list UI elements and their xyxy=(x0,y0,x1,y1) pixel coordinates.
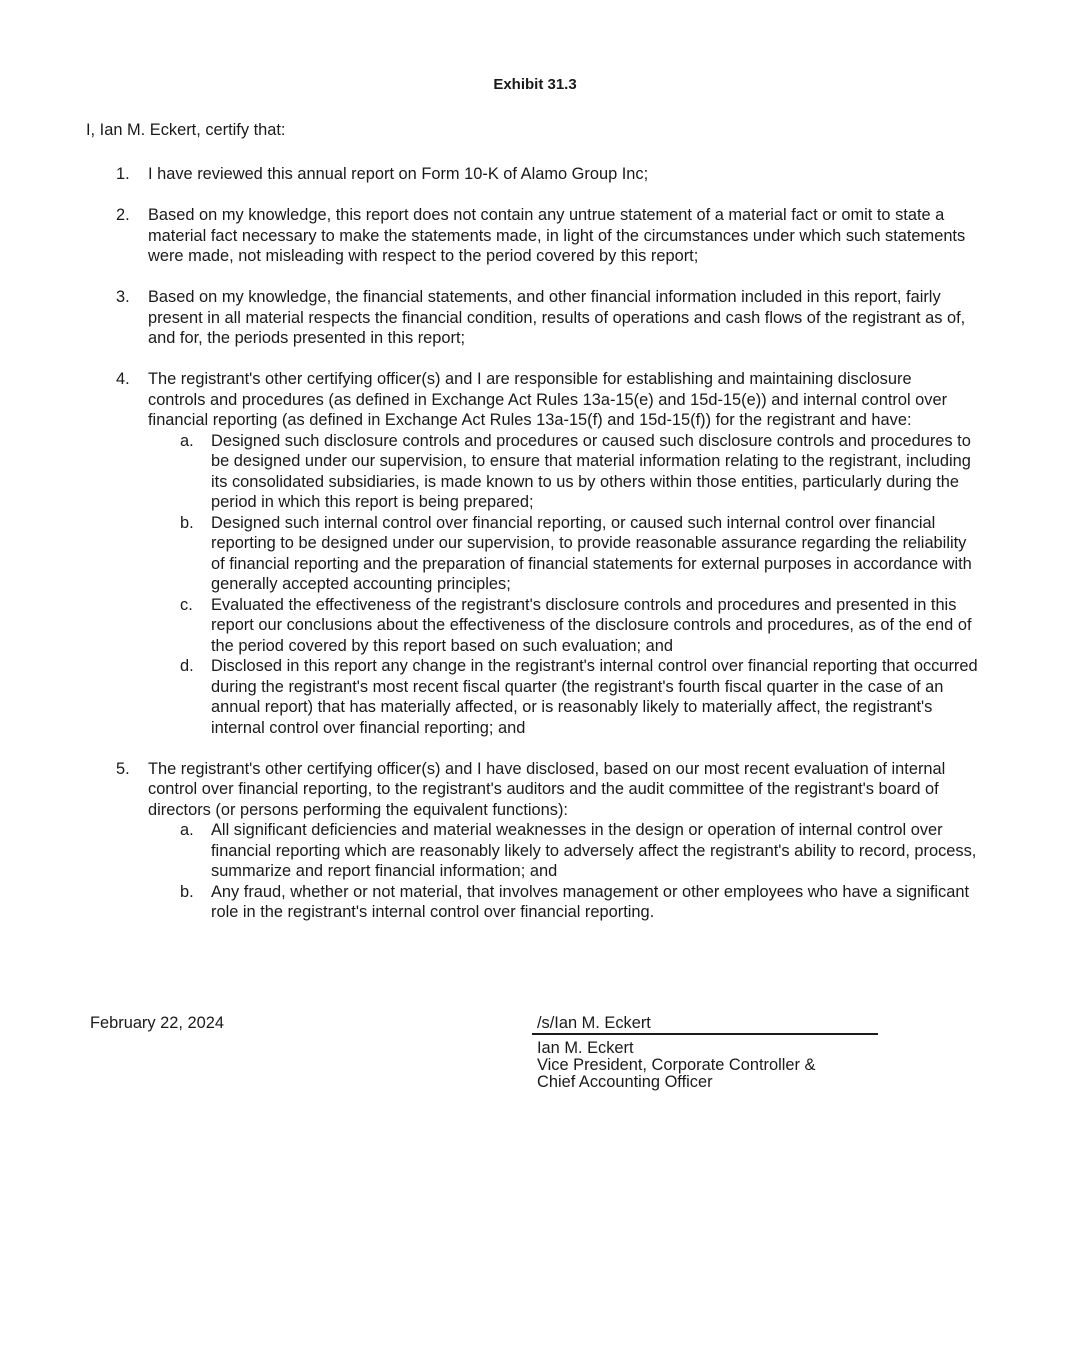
sub-item-4c xyxy=(148,595,981,657)
item-text: Based on my knowledge, this report does not contain any untrue statement of a material fact or omit to state a material fact necessary to make the statements made, in light of the circumstances under which such statements were made, not misleading with respect to the period covered by this report; xyxy=(148,206,966,265)
sub-item-4a xyxy=(148,431,981,513)
certification-list xyxy=(0,164,1070,923)
signer-name: Ian M. Eckert xyxy=(537,1039,634,1057)
signature-block xyxy=(532,1013,878,1091)
exhibit-title: Exhibit 31.3 xyxy=(493,76,577,93)
sub-item-letter: a. xyxy=(180,821,194,839)
certification-item-4-subitems xyxy=(0,431,978,739)
signer-details xyxy=(532,1040,878,1091)
item-number: 3. xyxy=(116,288,130,306)
sub-list xyxy=(148,820,977,923)
certification-item-4 xyxy=(0,369,968,431)
sub-item-letter: b. xyxy=(180,882,194,901)
sub-item-letter: d. xyxy=(180,657,194,675)
certification-intro: I, Ian M. Eckert, certify that: xyxy=(86,121,286,139)
signer-title-line-1: Vice President, Corporate Controller & xyxy=(537,1056,816,1074)
item-text: The registrant's other certifying officer(s) and I are responsible for establishing and maintaining disclosure controls and procedures (as defined in Exchange Act Rules 13a-15(e) and 15d-15(e)) and internal control over financial reporting (as defined in Exchange Act Rules 13a-15(f) and 15d-15(f)) for the registrant and have: xyxy=(148,370,948,429)
item-text: Based on my knowledge, the financial statements, and other financial information included in this report, fairly present in all material respects the financial condition, results of operations and cash flows of the registrant as of, and for, the periods presented in this report; xyxy=(148,288,966,347)
sub-list xyxy=(148,431,978,739)
sub-item-letter: a. xyxy=(180,431,194,450)
signature-date: February 22, 2024 xyxy=(90,1014,224,1032)
sub-item-text: Any fraud, whether or not material, that involves management or other employees who have a significant role in the registrant's internal control over financial reporting. xyxy=(211,882,970,921)
item-number: 4. xyxy=(116,370,130,388)
signature-section xyxy=(0,1013,1070,1113)
item-number: 2. xyxy=(116,206,130,224)
sub-item-5b xyxy=(148,882,981,923)
sub-item-text: All significant deficiencies and material weaknesses in the design or operation of internal control over financial reporting which are reasonably likely to adversely affect the registrant's ability to record, process, summarize and report financial information; and xyxy=(211,821,977,880)
item-text: The registrant's other certifying officer(s) and I have disclosed, based on our most recent evaluation of internal control over financial reporting, to the registrant's auditors and the audit committee of the registrant's board of directors (or persons performing the equivalent functions): xyxy=(148,759,946,819)
sub-item-4b xyxy=(148,513,981,595)
signature-line: /s/Ian M. Eckert xyxy=(532,1013,878,1035)
certification-item-1 xyxy=(0,164,968,185)
sub-item-text: Disclosed in this report any change in the registrant's internal control over financial reporting that occurred during the registrant's most recent fiscal quarter (the registrant's fourth fiscal quarter in the case of an annual report) that has materially affected, or is reasonably likely to materially affect, the registrant's internal control over financial reporting; and xyxy=(211,657,978,737)
item-number: 5. xyxy=(116,759,130,778)
sub-item-text: Evaluated the effectiveness of the registrant's disclosure controls and procedures and presented in this report our conclusions about the effectiveness of the disclosure controls and procedures, as of the end of the period covered by this report based on such evaluation; and xyxy=(211,595,972,655)
sub-item-text: Designed such disclosure controls and procedures or caused such disclosure controls and procedures to be designed under our supervision, to ensure that material information relating to the registrant, including its consolidated subsidiaries, is made known to us by others within those entities, particularly during the period in which this report is being prepared; xyxy=(211,431,971,511)
certification-item-5-subitems xyxy=(0,820,977,923)
item-number: 1. xyxy=(116,165,130,183)
item-text: I have reviewed this annual report on Form 10-K of Alamo Group Inc; xyxy=(148,165,649,183)
sub-item-letter: b. xyxy=(180,513,194,532)
sub-item-4d xyxy=(148,656,981,738)
certification-item-3 xyxy=(0,287,968,349)
certification-item-2 xyxy=(0,205,968,267)
sub-item-5a xyxy=(148,820,981,882)
sub-item-text: Designed such internal control over financial reporting, or caused such internal control over financial reporting to be designed under our supervision, to provide reasonable assurance regarding the reliability of financial reporting and the preparation of financial statements for external purposes in accordance with generally accepted accounting principles; xyxy=(211,513,972,593)
certification-item-5 xyxy=(0,759,968,821)
signer-title-line-2: Chief Accounting Officer xyxy=(537,1073,713,1091)
sub-item-letter: c. xyxy=(180,595,193,614)
